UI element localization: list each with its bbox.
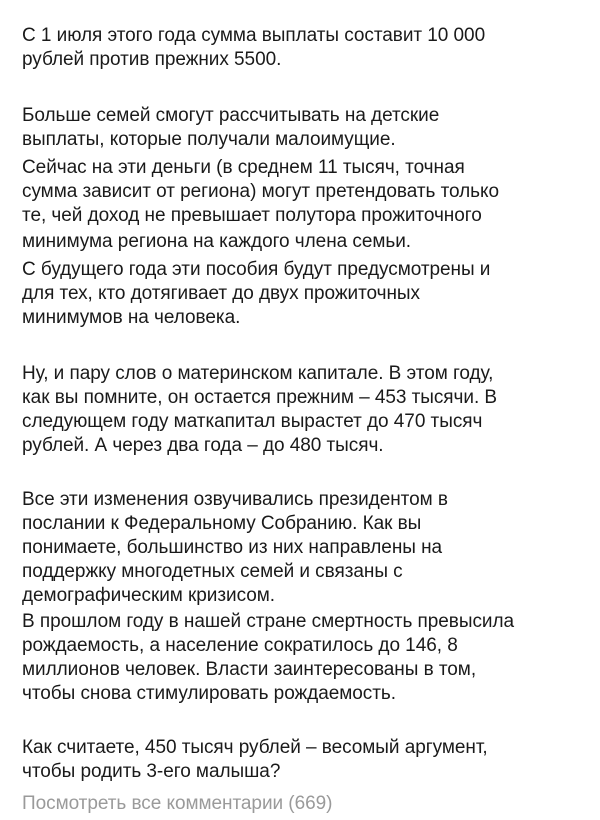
post-text-line: чтобы снова стимулировать рождаемость. — [22, 683, 396, 704]
post-text-line: следующем году маткапитал вырастет до 470 тысяч — [22, 411, 483, 432]
post-text-line: послании к Федеральному Собранию. Как вы — [22, 513, 422, 534]
post-text-line: минимума региона на каждого члена семьи. — [22, 231, 412, 252]
post-text-line: минимумов на человека. — [22, 307, 241, 328]
post-text-line: С 1 июля этого года сумма выплаты составит 10 000 — [22, 25, 486, 46]
post-text-line: С будущего года эти пособия будут предусмотрены и — [22, 259, 491, 280]
post-text-line: поддержку многодетных семей и связаны с — [22, 561, 403, 582]
post-text-line: выплаты, которые получали малоимущие. — [22, 129, 396, 150]
post-text-line: для тех, кто дотягивает до двух прожиточных — [22, 283, 420, 304]
post-text-line: Как считаете, 450 тысяч рублей – весомый аргумент, — [22, 737, 488, 758]
post-text-line: Все эти изменения озвучивались президентом в — [22, 489, 448, 510]
post-text-line: рождаемость, а население сократилось до 146, 8 — [22, 635, 458, 656]
post-text-line: как вы помните, он остается прежним – 453 тысячи. В — [22, 387, 498, 408]
post-text-line: Больше семей смогут рассчитывать на детские — [22, 105, 440, 126]
post-text-line: В прошлом году в нашей стране смертность превысила — [22, 611, 515, 632]
post-text-line: чтобы родить 3-его малыша? — [22, 761, 281, 782]
post-text-line: миллионов человек. Власти заинтересованы в том, — [22, 659, 477, 680]
post-text-line: Ну, и пару слов о материнском капитале. В этом году, — [22, 363, 494, 384]
view-all-comments-link[interactable]: Посмотреть все комментарии (669) — [22, 793, 333, 814]
post-text-line: Сейчас на эти деньги (в среднем 11 тысяч, точная — [22, 157, 465, 178]
post-text-line: рублей. А через два года – до 480 тысяч. — [22, 435, 384, 456]
post-text-line: сумма зависит от региона) могут претендовать только — [22, 181, 499, 202]
post-text-line: те, чей доход не превышает полутора прожиточного — [22, 205, 482, 226]
post-text-line: демографическим кризисом. — [22, 585, 276, 606]
post-text-line: понимаете, большинство из них направлены на — [22, 537, 443, 558]
post-text-line: рублей против прежних 5500. — [22, 49, 282, 70]
